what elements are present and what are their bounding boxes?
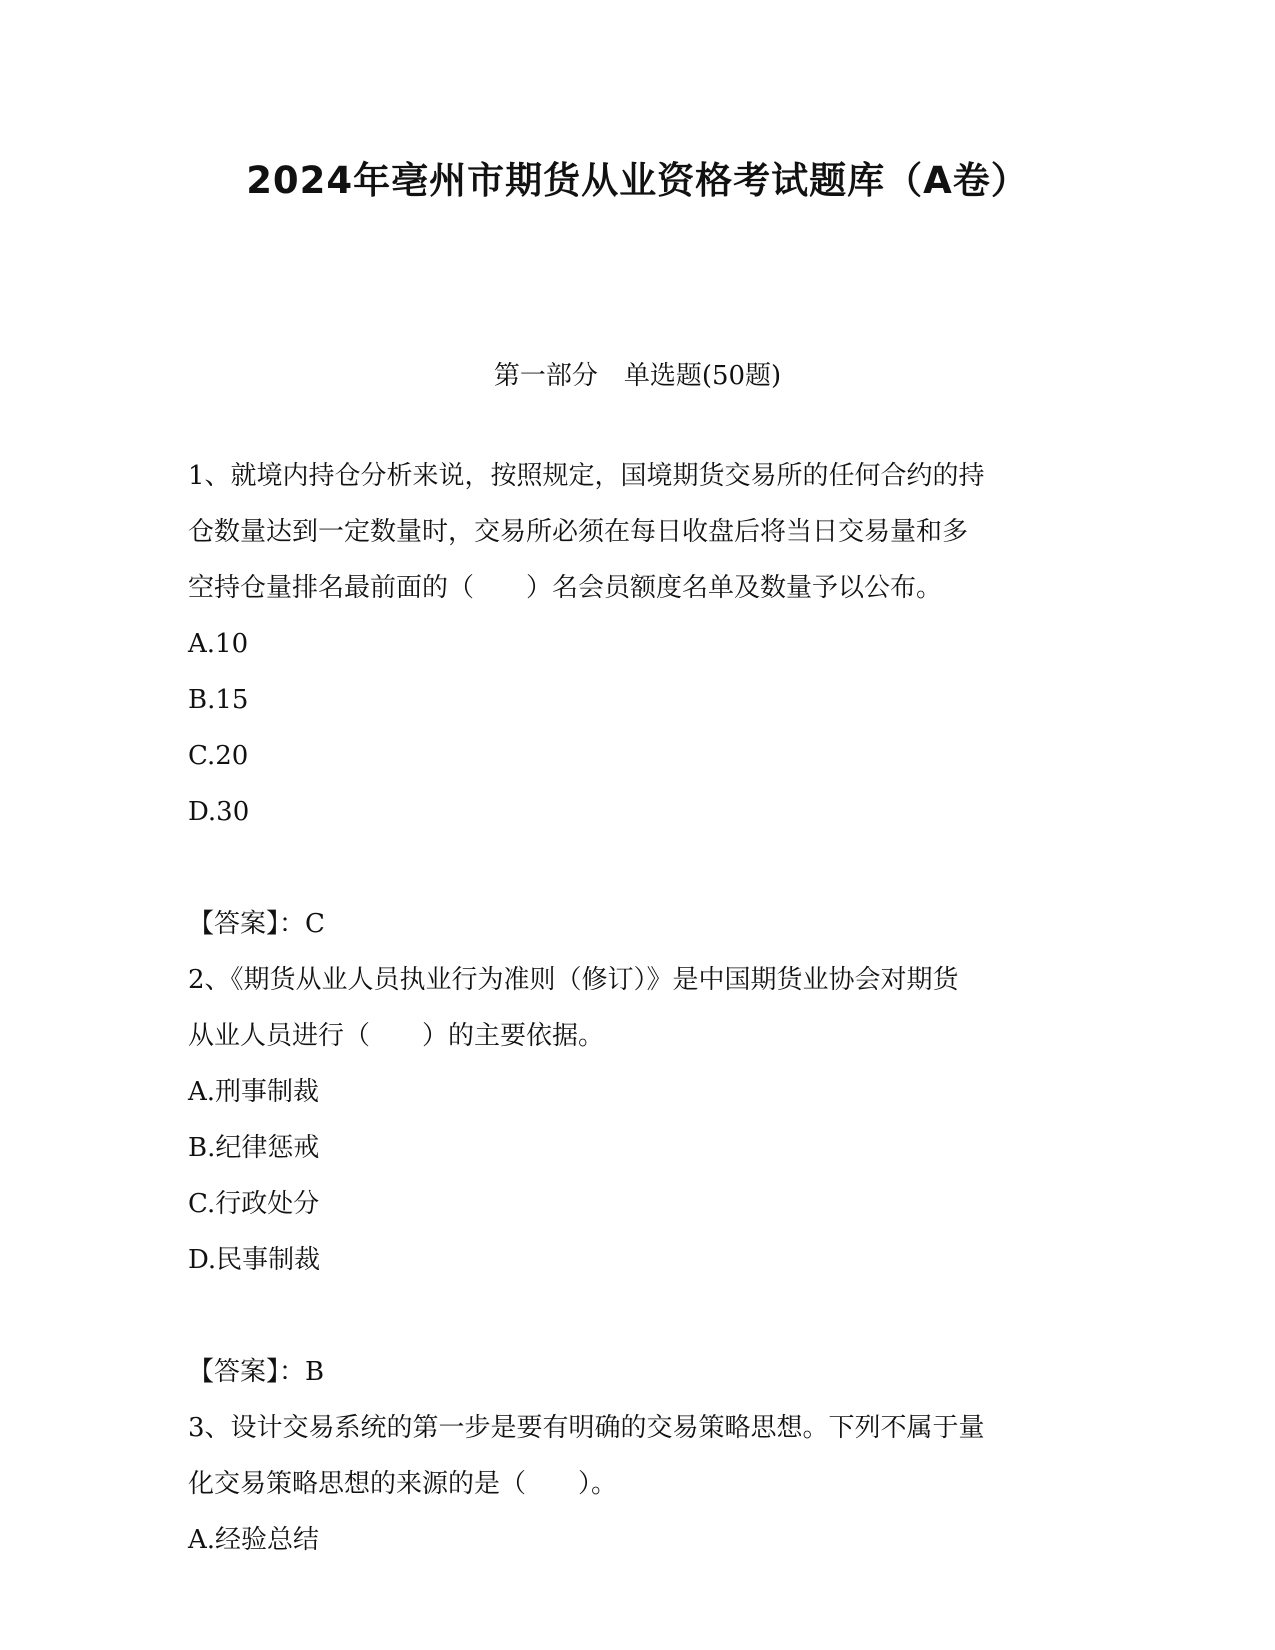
question-1-option-c: C.20: [188, 741, 249, 771]
question-2-line-2: 从业人员进行（ ）的主要依据。: [188, 1021, 605, 1051]
question-1-line-2: 仓数量达到一定数量时，交易所必须在每日收盘后将当日交易量和多: [188, 517, 969, 547]
question-2: [188, 952, 1088, 1400]
question-1-option-a: A.10: [188, 629, 249, 659]
question-1-answer: 【答案】：C: [188, 909, 325, 939]
question-1-option-d: D.30: [188, 797, 250, 827]
question-2-option-d: D.民事制裁: [188, 1245, 321, 1275]
page-title: 2024年亳州市期货从业资格考试题库（A卷）: [246, 159, 1029, 202]
spacer: [188, 840, 1088, 896]
question-1-option-b: B.15: [188, 685, 249, 715]
question-3-line-1: 3、设计交易系统的第一步是要有明确的交易策略思想。下列不属于量: [188, 1413, 985, 1443]
question-3-option-a: A.经验总结: [188, 1525, 320, 1555]
spacer: [188, 1288, 1088, 1344]
section-heading: 第一部分 单选题(50题): [493, 361, 782, 391]
question-list: [188, 448, 1088, 1568]
question-1: [188, 448, 1088, 952]
question-1-line-1: 1、就境内持仓分析来说，按照规定，国境期货交易所的任何合约的持: [188, 461, 985, 491]
question-2-line-1: 2、《期货从业人员执业行为准则（修订）》是中国期货业协会对期货: [188, 965, 959, 995]
question-2-option-b: B.纪律惩戒: [188, 1133, 320, 1163]
question-2-option-a: A.刑事制裁: [188, 1077, 320, 1107]
question-3-line-2: 化交易策略思想的来源的是（ ）。: [188, 1469, 618, 1499]
question-1-line-3: 空持仓量排名最前面的（ ）名会员额度名单及数量予以公布。: [188, 573, 943, 603]
question-3: [188, 1400, 1088, 1568]
question-2-option-c: C.行政处分: [188, 1189, 320, 1219]
question-2-answer: 【答案】：B: [188, 1357, 325, 1387]
